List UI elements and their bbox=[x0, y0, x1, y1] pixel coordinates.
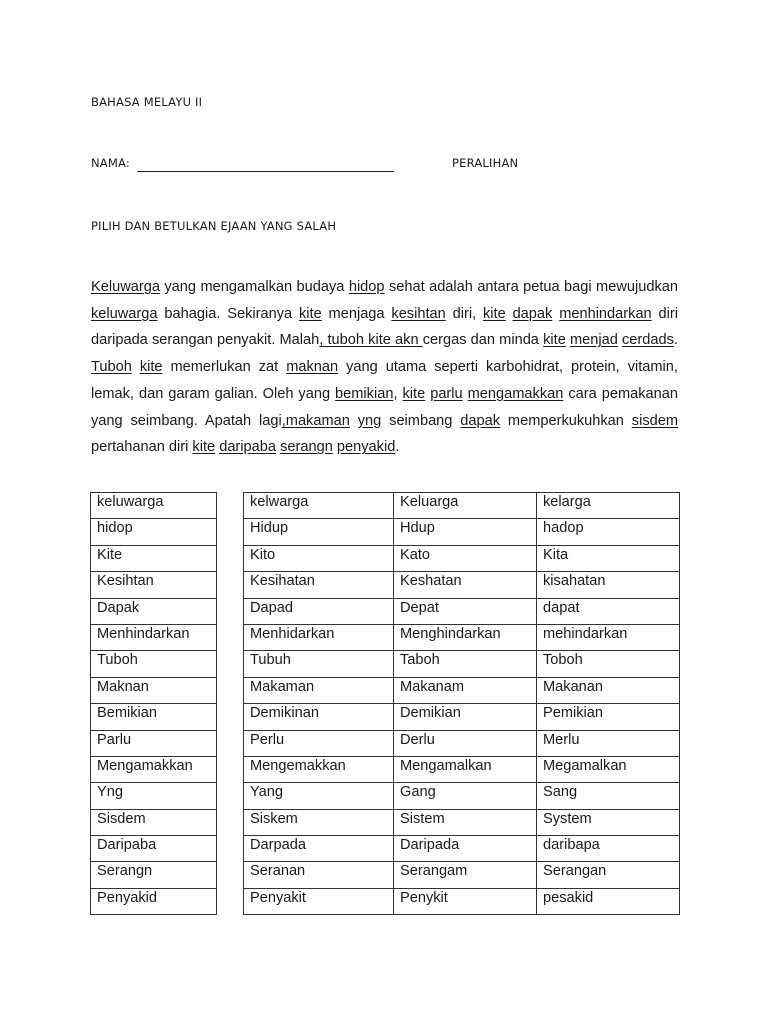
table-row bbox=[244, 836, 680, 862]
option-cell[interactable]: Siskem bbox=[244, 809, 394, 835]
table-row bbox=[91, 677, 217, 703]
misspelled-word: menhindarkan bbox=[559, 305, 652, 322]
table-row bbox=[244, 545, 680, 571]
table-row bbox=[244, 888, 680, 914]
option-cell[interactable]: kelwarga bbox=[244, 493, 394, 519]
wrong-word-cell: Tuboh bbox=[91, 651, 217, 677]
option-cell[interactable]: Kita bbox=[537, 545, 680, 571]
option-cell[interactable]: Toboh bbox=[537, 651, 680, 677]
wrong-word-cell: keluwarga bbox=[91, 493, 217, 519]
option-cell[interactable]: Merlu bbox=[537, 730, 680, 756]
table-row bbox=[91, 809, 217, 835]
misspelled-word: keluwarga bbox=[91, 305, 158, 322]
table-row bbox=[244, 519, 680, 545]
misspelled-word: Keluwarga bbox=[91, 279, 160, 295]
options-table bbox=[243, 492, 680, 915]
table-row bbox=[91, 862, 217, 888]
name-blank-line[interactable] bbox=[137, 171, 394, 172]
option-cell[interactable]: Gang bbox=[394, 783, 537, 809]
misspelled-word: dapak bbox=[512, 305, 553, 322]
table-row bbox=[244, 730, 680, 756]
option-cell[interactable]: Depat bbox=[394, 598, 537, 624]
misspelled-word: menjad bbox=[569, 332, 618, 349]
wrong-word-cell: Yng bbox=[91, 783, 217, 809]
option-cell[interactable]: kisahatan bbox=[537, 572, 680, 598]
name-label: NAMA: bbox=[91, 156, 130, 170]
option-cell[interactable]: Serangan bbox=[537, 862, 680, 888]
misspelled-word: serangn bbox=[280, 439, 333, 456]
option-cell[interactable]: Keshatan bbox=[394, 572, 537, 598]
wrong-word-cell: Daripaba bbox=[91, 836, 217, 862]
option-cell[interactable]: Makanan bbox=[537, 677, 680, 703]
option-cell[interactable]: Pemikian bbox=[537, 704, 680, 730]
table-row bbox=[244, 783, 680, 809]
wrong-word-cell: Dapak bbox=[91, 598, 217, 624]
wrong-word-cell: Parlu bbox=[91, 730, 217, 756]
table-row bbox=[244, 651, 680, 677]
table-row bbox=[244, 572, 680, 598]
option-cell[interactable]: dapat bbox=[537, 598, 680, 624]
option-cell[interactable]: Penyakit bbox=[244, 888, 394, 914]
class-label: PERALIHAN bbox=[452, 156, 519, 170]
option-cell[interactable]: Penykit bbox=[394, 888, 537, 914]
misspelled-word: kite bbox=[139, 359, 163, 376]
option-cell[interactable]: Hdup bbox=[394, 519, 537, 545]
option-cell[interactable]: Sistem bbox=[394, 809, 537, 835]
option-cell[interactable]: Menhidarkan bbox=[244, 624, 394, 650]
option-cell[interactable]: Kesihatan bbox=[244, 572, 394, 598]
option-cell[interactable]: mehindarkan bbox=[537, 624, 680, 650]
table-row bbox=[244, 598, 680, 624]
document-title: BAHASA MELAYU II bbox=[91, 95, 203, 109]
option-cell[interactable]: Kato bbox=[394, 545, 537, 571]
option-cell[interactable]: Tubuh bbox=[244, 651, 394, 677]
misspelled-word: Tuboh bbox=[91, 359, 132, 376]
table-row bbox=[91, 519, 217, 545]
option-cell[interactable]: Mengamalkan bbox=[394, 756, 537, 782]
misspelled-word: kite bbox=[543, 332, 566, 349]
misspelled-word: kite bbox=[482, 305, 506, 322]
table-row bbox=[244, 493, 680, 519]
wrong-word-cell: Menhindarkan bbox=[91, 624, 217, 650]
misspelled-word: hidop bbox=[348, 279, 385, 295]
table-row bbox=[244, 624, 680, 650]
table-row bbox=[91, 756, 217, 782]
option-cell[interactable]: Menghindarkan bbox=[394, 624, 537, 650]
option-cell[interactable]: Mengemakkan bbox=[244, 756, 394, 782]
table-row bbox=[244, 677, 680, 703]
wrong-word-cell: hidop bbox=[91, 519, 217, 545]
wrong-word-cell: Penyakid bbox=[91, 888, 217, 914]
misspelled-word: parlu bbox=[430, 385, 463, 402]
option-cell[interactable]: kelarga bbox=[537, 493, 680, 519]
table-row bbox=[244, 862, 680, 888]
option-cell[interactable]: Kito bbox=[244, 545, 394, 571]
wrong-word-cell: Kite bbox=[91, 545, 217, 571]
misspelled-word: kite bbox=[298, 305, 322, 322]
wrong-word-cell: Bemikian bbox=[91, 704, 217, 730]
misspelled-word: kite bbox=[402, 385, 426, 402]
table-row bbox=[91, 888, 217, 914]
table-row bbox=[91, 572, 217, 598]
option-cell[interactable]: Demikian bbox=[394, 704, 537, 730]
table-row bbox=[91, 783, 217, 809]
table-row bbox=[91, 704, 217, 730]
misspelled-word: yng bbox=[357, 412, 382, 429]
misspelled-word: bemikian bbox=[335, 385, 394, 402]
option-cell[interactable]: Sang bbox=[537, 783, 680, 809]
option-cell[interactable]: hadop bbox=[537, 519, 680, 545]
option-cell[interactable]: Dapad bbox=[244, 598, 394, 624]
table-row bbox=[91, 545, 217, 571]
misspelled-word: cerdads bbox=[622, 332, 674, 349]
table-row bbox=[91, 730, 217, 756]
misspelled-word: dapak bbox=[460, 412, 501, 429]
table-row bbox=[91, 624, 217, 650]
option-cell[interactable]: Darpada bbox=[244, 836, 394, 862]
option-cell[interactable]: Daripada bbox=[394, 836, 537, 862]
wrong-word-cell: Serangn bbox=[91, 862, 217, 888]
option-cell[interactable]: Seranan bbox=[244, 862, 394, 888]
table-row bbox=[244, 809, 680, 835]
table-row bbox=[91, 598, 217, 624]
table-row bbox=[91, 651, 217, 677]
instruction-text: PILIH DAN BETULKAN EJAAN YANG SALAH bbox=[91, 219, 337, 233]
misspelled-word: mengamakkan bbox=[467, 385, 564, 402]
misspelled-word: penyakid bbox=[336, 439, 396, 456]
option-cell[interactable]: Taboh bbox=[394, 651, 537, 677]
table-row bbox=[244, 704, 680, 730]
name-row bbox=[91, 156, 691, 176]
misspelled-word: maknan bbox=[286, 359, 339, 376]
option-cell[interactable]: Keluarga bbox=[394, 493, 537, 519]
misspelled-word: sisdem bbox=[631, 412, 679, 429]
option-cell[interactable]: Yang bbox=[244, 783, 394, 809]
table-row bbox=[91, 493, 217, 519]
wrong-word-cell: Sisdem bbox=[91, 809, 217, 835]
option-cell[interactable]: System bbox=[537, 809, 680, 835]
wrong-word-cell: Mengamakkan bbox=[91, 756, 217, 782]
option-cell[interactable]: daribapa bbox=[537, 836, 680, 862]
option-cell[interactable]: Makanam bbox=[394, 677, 537, 703]
misspelled-word: ,makaman bbox=[281, 412, 350, 429]
option-cell[interactable]: Perlu bbox=[244, 730, 394, 756]
table-row bbox=[91, 836, 217, 862]
misspelled-word: kesihtan bbox=[391, 305, 446, 322]
option-cell[interactable]: Derlu bbox=[394, 730, 537, 756]
option-cell[interactable]: Megamalkan bbox=[537, 756, 680, 782]
misspelled-word: , tuboh kite akn bbox=[319, 332, 423, 349]
misspelled-word: kite bbox=[192, 439, 216, 456]
option-cell[interactable]: pesakid bbox=[537, 888, 680, 914]
option-cell[interactable]: Demikinan bbox=[244, 704, 394, 730]
wrong-word-cell: Maknan bbox=[91, 677, 217, 703]
option-cell[interactable]: Makaman bbox=[244, 677, 394, 703]
option-cell[interactable]: Hidup bbox=[244, 519, 394, 545]
passage-paragraph: Keluwarga yang mengamalkan budaya hidop sehat adalah antara petua bagi mewujudkan keluwarga bahagia. Sekiranya kite menjaga kesihtan diri, kite dapak menhindarkan diri daripada serangan penyakit. Malah, tuboh kite akn cergas dan minda kite menjad cerdads. Tuboh kite memerlukan zat maknan yang utama seperti karbohidrat, protein, vitamin, lemak, dan garam galian. Oleh yang bemikian, kite parlu mengamakkan cara pemakanan yang seimbang. Apatah lagi,makaman yng seimbang dapak memperkukuhkan sisdem pertahanan diri kite daripaba serangn penyakid. bbox=[91, 279, 679, 456]
misspelled-word: daripaba bbox=[219, 439, 277, 456]
option-cell[interactable]: Serangam bbox=[394, 862, 537, 888]
table-row bbox=[244, 756, 680, 782]
wrong-words-table bbox=[90, 492, 217, 915]
wrong-word-cell: Kesihtan bbox=[91, 572, 217, 598]
